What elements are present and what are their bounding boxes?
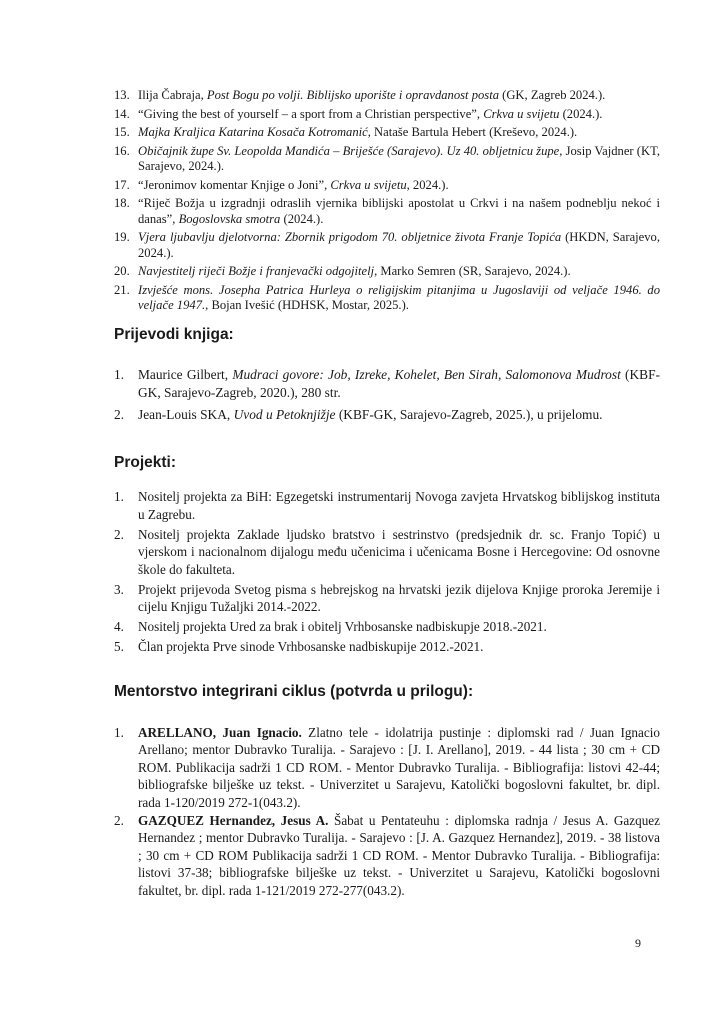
list-item-number: 2. [114,407,125,422]
list-item-text: “Giving the best of yourself – a sport from a Christian perspective”, [138,106,484,121]
list-item [114,581,660,616]
list-item-text: Nositelj projekta za BiH: Egzegetski instrumentarij Novoga zavjeta Hrvatskog biblijskog instituta u Zagrebu. [138,489,660,522]
list-item-text: Običajnik župe Sv. Leopolda Mandića – Briješće (Sarajevo). Uz 40. obljetnicu župe [138,143,560,158]
list-item-number: 1. [114,367,125,382]
list-item-text: Crkva u svijetu [330,177,407,192]
list-item-text: Zlatno tele - idolatrija pustinje : diplomski rad / Juan Ignacio Arellano; mentor Dubravko Turalija. - Sarajevo : [J. I. Arellano], 2019. - 44 lista ; 30 cm + CD ROM. Publikacija sadrži 1 CD ROM. - Mentor Dubravko Turalija. - Bibliografija: listovi 42-44; bibliografske bilješke uz tekst. - Univerzitet u Sarajevu, Katolički bogoslovni fakultet, br. dipl. rada 1-120/2019 272-1(043.2). [138,725,660,810]
list-item-text: Bogoslovska smotra [178,211,281,226]
list-item-number: 21. [114,282,130,297]
list-item [114,125,660,140]
list-item-number: 5. [114,639,124,655]
list-item-text: , Marko Semren (SR, Sarajevo, 2024.). [374,264,571,279]
list-item-number: 20. [114,264,130,279]
list-item-number: 17. [114,177,130,192]
list-item [114,488,660,523]
list-item [114,196,660,227]
list-item-text: Maurice Gilbert, [138,367,233,382]
publications-list [114,88,660,317]
list-item-text: (2024.). [280,211,324,226]
list-item-text: Jean-Louis SKA, [138,407,234,422]
list-item-text: , Bojan Ivešić (HDHSK, Mostar, 2025.). [205,298,409,313]
list-item [114,106,660,122]
list-item [114,282,660,314]
list-item-text: (KBF-GK, Sarajevo-Zagreb, 2020.), 280 str. [138,367,660,400]
list-item-text: “Jeronimov komentar Knjige o Joni”, [138,177,331,192]
list-item-number: 1. [114,725,124,740]
list-item [114,724,660,811]
list-item [114,638,660,656]
translations-heading: Prijevodi knjiga: [114,326,234,343]
list-item [114,812,660,899]
list-item-text: , 2024.). [406,177,449,192]
list-item-number: 13. [114,88,130,102]
projects-list [114,488,660,658]
list-item [114,366,660,402]
list-item-text: (KBF-GK, Sarajevo-Zagreb, 2025.), u prijelomu. [335,407,603,422]
list-item-text: Ilija Čabraja, [138,88,207,102]
projects-heading: Projekti: [114,454,177,471]
list-item-text: Izvješće mons. Josepha Patrica Hurleya o religijskim pitanjima u Jugoslaviji od veljače 1946. do veljače 1947. [138,282,660,313]
list-item-number: 1. [114,489,124,504]
list-item-text: (HKDN, Sarajevo, 2024.). [138,230,660,260]
list-item [114,230,660,261]
list-item [114,264,660,279]
list-item-text: “Riječ Božja u izgradnji odraslih vjernika biblijski apostolat u Crkvi i na našem podneblju nekoć i danas”, [138,196,660,226]
list-item-number: 19. [114,230,130,245]
list-item-text: Uvod u Petoknjižje [233,407,336,422]
list-item-text: Nositelj projekta Zaklade ljudsko bratstvo i sestrinstvo (predsjednik dr. sc. Franjo Topić) u vjerskom i nacionalnom dijalogu među učenicima i učenicama Bosne i Hercegovine: Od osnovne škole do fakulteta. [138,526,660,577]
translations-list [114,366,660,428]
list-item-text: Mudraci govore: Job, Izreke, Kohelet, Ben Sirah, Salomonova Mudrost [232,367,621,382]
list-item [114,88,660,103]
list-item-text: ARELLANO, Juan Ignacio. [138,725,302,740]
list-item-text: Crkva u svijetu [483,106,560,121]
list-item-text: Post Bogu po volji. Biblijsko uporište i opravdanost posta [206,88,499,102]
list-item-text: (GK, Zagreb 2024.). [499,88,606,102]
page-number: 9 [635,936,641,950]
list-item-text: (2024.). [559,106,603,121]
list-item-text: Majka Kraljica Katarina Kosača Kotromanić [138,125,368,140]
list-item-number: 3. [114,581,124,597]
list-item-number: 18. [114,196,130,211]
list-item-number: 2. [114,526,124,542]
list-item [114,177,660,193]
list-item-text: Projekt prijevoda Svetog pisma s hebrejskog na hrvatski jezik dijelova Knjige proroka Jeremije i cijelu Knjigu Tužaljki 2014.-2022. [138,581,660,615]
list-item-text: Vjera ljubavlju djelotvorna: Zbornik prigodom 70. obljetnice života Franje Topića [138,230,562,245]
list-item-number: 14. [114,106,130,121]
list-item-number: 2. [114,813,124,829]
list-item-number: 15. [114,125,130,140]
list-item-text: , Nataše Bartula Hebert (Kreševo, 2024.). [367,125,578,140]
list-item-number: 16. [114,143,130,158]
list-item [114,143,660,175]
list-item [114,618,660,636]
list-item-number: 4. [114,619,124,635]
list-item [114,406,660,424]
mentorship-heading: Mentorstvo integrirani ciklus (potvrda u prilogu): [114,683,474,700]
list-item-text: GAZQUEZ Hernandez, Jesus A. [138,813,329,829]
list-item-text: Šabat u Pentateuhu : diplomska radnja / Jesus A. Gazquez Hernandez ; mentor Dubravko Turalija. - Sarajevo : [J. A. Gazquez Hernandez], 2019. - 38 listova ; 30 cm + CD ROM Publikacija sadrži 1 CD ROM. - Mentor Dubravko Turalija. - Bibliografija: listovi 37-38; bibliografske bilješke uz tekst. - Univerzitet u Sarajevu, Katolički bogoslovni fakultet, br. dipl. rada 1-121/2019 272-277(043.2). [138,813,660,898]
list-item-text: Član projekta Prve sinode Vrhbosanske nadbiskupije 2012.-2021. [138,639,484,655]
list-item-text: , Josip Vajdner (KT, Sarajevo, 2024.). [138,143,660,174]
list-item-text: Navjestitelj riječi Božje i franjevački odgojitelj [138,264,375,279]
list-item [114,526,660,579]
mentorship-list [114,724,660,900]
list-item-text: Nositelj projekta Ured za brak i obitelj Vrhbosanske nadbiskupje 2018.-2021. [138,619,547,635]
